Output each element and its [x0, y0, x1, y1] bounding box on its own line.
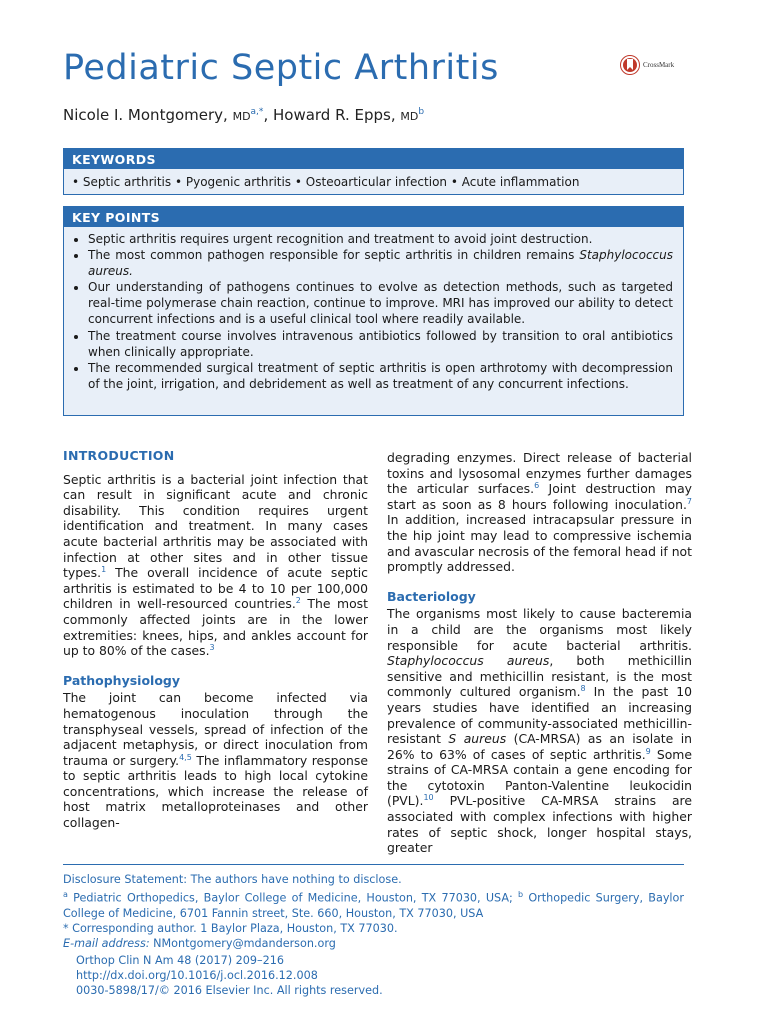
key-point-item	[88, 247, 673, 279]
key-point-item: • Our understanding of pathogens continues to evolve as detection methods, such as targeted real-time polymerase chain reaction, continue to improve. MRI has improved our ability to detect concurrent infections and is a useful clinical tool where readily available.	[88, 279, 673, 327]
corresponding-author: * Corresponding author. 1 Baylor Plaza, Houston, TX 77030.	[63, 921, 398, 935]
journal-citation: Orthop Clin N Am 48 (2017) 209–216	[76, 954, 284, 967]
organism-name: S aureus	[448, 731, 507, 747]
keyword-bullet: •	[174, 175, 183, 189]
reference-link[interactable]: 2	[295, 596, 301, 606]
reference-link[interactable]: 1	[101, 565, 107, 575]
email-label: E-mail address:	[63, 936, 150, 950]
author-2-degree: MD	[400, 110, 419, 123]
crossmark-icon	[620, 54, 640, 76]
affiliation-marker: b	[518, 890, 524, 899]
email-link[interactable]: NMontgomery@mdanderson.org	[149, 936, 336, 950]
key-points-heading: KEY POINTS	[64, 207, 683, 227]
reference-link[interactable]: 9	[645, 746, 651, 756]
key-points-box	[63, 206, 684, 416]
patho-text: The inflammatory response to septic arthritis leads to high local cytokine concentrations, which increase the release of host matrix metalloproteinases and other collagen-	[63, 752, 368, 831]
author-1-name: Nicole I. Montgomery,	[63, 106, 228, 124]
reference-link[interactable]: 3	[209, 643, 215, 652]
key-point-item: • The recommended surgical treatment of septic arthritis is open arthrotomy with decompression of the joint, irrigation, and debridement as well as treatment of any concurrent infections.	[88, 360, 673, 392]
keyword-item: Septic arthritis	[82, 175, 172, 189]
patho-text: The joint can become infected via hematogenous inoculation through the transphyseal vessels, spread of infection of the adjacent metaphysis, or direct inoculation from trauma or surgery.	[63, 690, 368, 768]
author-2-name: Howard R. Epps,	[272, 106, 396, 124]
reference-link[interactable]: 4,5	[179, 752, 192, 762]
keyword-item: Osteoarticular infection	[305, 175, 448, 189]
disclosure-statement: Disclosure Statement: The authors have nothing to disclose.	[63, 873, 402, 886]
introduction-heading: INTRODUCTION	[63, 448, 175, 463]
footnotes	[63, 872, 684, 951]
body-text: Joint destruction may start as soon as 8 hours following inoculation.	[387, 481, 692, 512]
keyword-bullet: •	[450, 175, 458, 189]
body-text: The organisms most likely to cause bacteremia in a child are the organisms most likely responsible for acute bacterial arthritis.	[387, 606, 692, 653]
crossmark-label: CrossMark	[643, 61, 675, 69]
pathophysiology-heading: Pathophysiology	[63, 672, 180, 688]
author-2-affiliation[interactable]: b	[418, 107, 425, 117]
article-title: Pediatric Septic Arthritis	[63, 48, 499, 88]
crossmark-badge[interactable]	[620, 54, 674, 76]
journal-info	[76, 953, 383, 998]
author-separator: ,	[263, 106, 273, 124]
author-1-degree: MD	[232, 110, 251, 123]
reference-link[interactable]: 8	[580, 684, 586, 694]
key-point-item: • The treatment course involves intravenous antibiotics followed by transition to oral antibiotics when clinically appropriate.	[88, 328, 673, 360]
keyword-item: Pyogenic arthritis	[185, 175, 292, 189]
affiliation-text: Orthopedic Surgery, Baylor College of Medicine, 6701 Fannin street, Ste. 660, Houston, TX 77030, USA	[63, 891, 684, 920]
affiliation-text: Pediatric Orthopedics, Baylor College of Medicine, Houston, TX 77030, USA;	[67, 891, 519, 905]
reference-link[interactable]: 10	[423, 793, 434, 803]
keyword-item: Acute inflammation	[461, 175, 580, 189]
body-text: Some strains of CA-MRSA contain a gene encoding for the cytotoxin Panton-Valentine leukocidin (PVL).	[387, 746, 692, 809]
keywords-heading: KEYWORDS	[64, 149, 683, 169]
bacteriology-paragraph	[387, 606, 692, 856]
right-column	[387, 450, 692, 856]
body-text: PVL-positive CA-MRSA strains are associated with complex infections with higher rates of septic shock, longer hospital stays, greater	[387, 793, 692, 856]
author-1-affiliation[interactable]: a,*	[250, 107, 264, 117]
key-point-text: The most common pathogen responsible for septic arthritis in children remains	[88, 248, 575, 263]
doi-link[interactable]: http://dx.doi.org/10.1016/j.ocl.2016.12.008	[76, 969, 318, 982]
body-text: In the past 10 years studies have identified an increasing prevalence of community-associated methicillin-resistant	[387, 684, 692, 747]
continued-paragraph	[387, 450, 692, 575]
copyright-line: 0030-5898/17/© 2016 Elsevier Inc. All rights reserved.	[76, 984, 383, 997]
intro-text: The most commonly affected joints are in the lower extremities: knees, hips, and ankles account for up to 80% of the cases.	[63, 596, 368, 659]
keywords-list	[64, 169, 683, 195]
body-text: degrading enzymes. Direct release of bacterial toxins and lysosomal enzymes further damages the articular surfaces.	[387, 450, 692, 497]
body-text: In addition, increased intracapsular pressure in the hip joint may lead to compressive ischemia and avascular necrosis of the femoral head if not promptly addressed.	[387, 512, 692, 575]
author-line	[63, 106, 424, 124]
reference-link[interactable]: 7	[686, 496, 692, 506]
pathophysiology-paragraph	[63, 690, 368, 830]
email-line	[63, 936, 684, 951]
key-points-list	[64, 227, 683, 392]
keywords-box	[63, 148, 684, 195]
bacteriology-heading: Bacteriology	[387, 588, 476, 604]
organism-name: Staphylococcus aureus	[387, 653, 550, 669]
body-text: (CA-MRSA) as an isolate in 26% to 63% of cases of septic arthritis.	[387, 731, 692, 762]
footnote-divider	[63, 864, 684, 865]
introduction-paragraph	[63, 472, 368, 659]
intro-text: Septic arthritis is a bacterial joint infection that can result in significant acute and chronic disability. This condition requires urgent identification and treatment. In many cases acute bacterial arthritis may be associated with infection at other sites and in other tissue types.	[63, 471, 368, 581]
reference-link[interactable]: 6	[534, 481, 540, 491]
affiliation-marker: a	[63, 890, 68, 899]
keyword-bullet: •	[294, 175, 302, 189]
key-point-organism: Staphylococcus aureus.	[88, 248, 673, 279]
affiliations	[63, 887, 684, 921]
key-point-item: • Septic arthritis requires urgent recognition and treatment to avoid joint destruction.	[88, 231, 673, 247]
keyword-bullet: •	[72, 175, 80, 189]
body-text: , both methicillin sensitive and methicillin resistant, is the most commonly cultured organism.	[387, 653, 692, 700]
intro-text: The overall incidence of acute septic arthritis is estimated to be 4 to 10 per 100,000 children in well-resourced countries.	[63, 565, 368, 612]
left-column	[63, 448, 368, 831]
